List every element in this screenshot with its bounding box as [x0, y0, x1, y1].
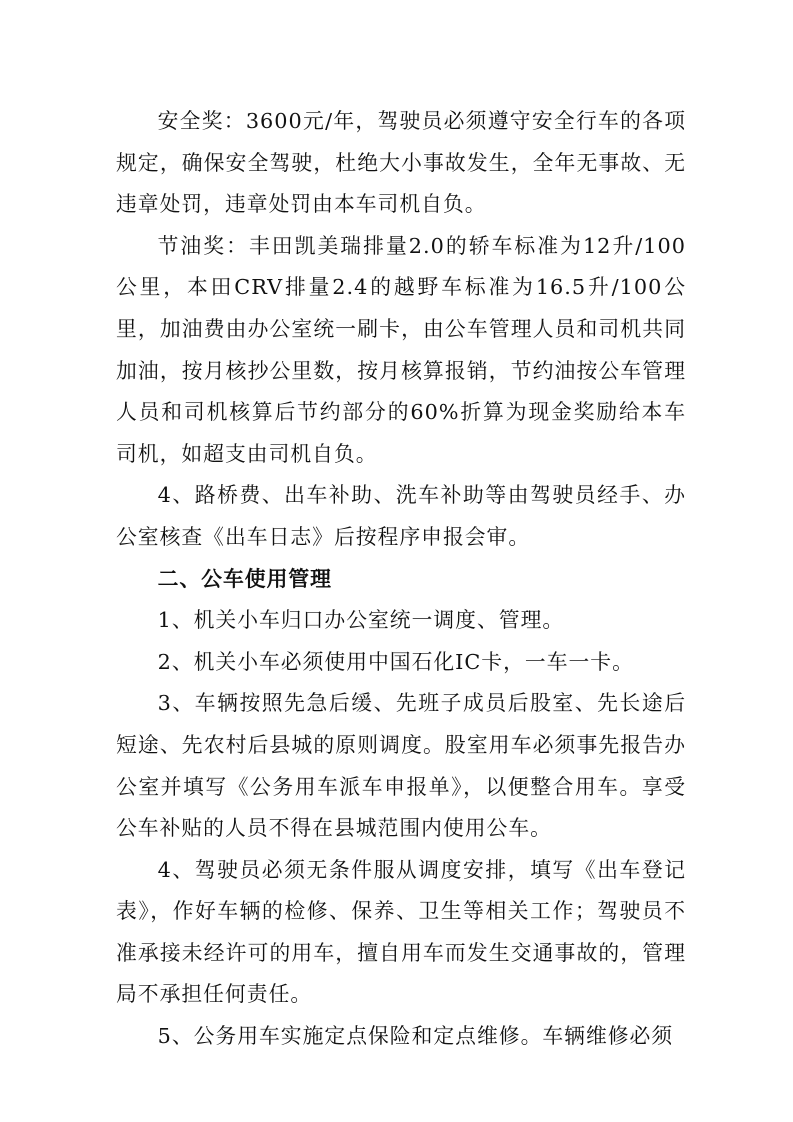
paragraph-item-2: 2、机关小车必须使用中国石化IC卡，一车一卡。	[157, 649, 634, 674]
paragraph-item-5: 5、公务用车实施定点保险和定点维修。车辆维修必须	[157, 1024, 674, 1049]
document-body	[116, 101, 686, 1058]
paragraph-fuel-bonus: 节油奖：丰田凯美瑞排量2.0的轿车标准为12升/100公里，本田CRV排量2.4的越野车标准为16.5升/100公里，加油费由办公室统一刷卡，由公车管理人员和司机共同加油，按月核抄公里数，按月核算报销，节约油按公车管理人员和司机核算后节约部分的60%折算为现金奖励给本车司机，如超支由司机自负。	[116, 233, 686, 466]
section-heading-vehicle-management: 二、公车使用管理	[157, 566, 332, 591]
paragraph-item-4: 4、驾驶员必须无条件服从调度安排，填写《出车登记表》，作好车辆的检修、保养、卫生等相关工作；驾驶员不准承接未经许可的用车，擅自用车而发生交通事故的，管理局不承担任何责任。	[116, 857, 686, 1007]
paragraph-road-fees: 4、路桥费、出车补助、洗车补助等由驾驶员经手、办公室核查《出车日志》后按程序申报会审。	[116, 483, 686, 549]
paragraph-item-1: 1、机关小车归口办公室统一调度、管理。	[157, 608, 565, 633]
paragraph-item-3: 3、车辆按照先急后缓、先班子成员后股室、先长途后短途、先农村后县城的原则调度。股室用车必须事先报告办公室并填写《公务用车派车申报单》，以便整合用车。享受公车补贴的人员不得在县城范围内使用公车。	[116, 691, 686, 841]
paragraph-safety-bonus: 安全奖：3600元/年，驾驶员必须遵守安全行车的各项规定，确保安全驾驶，杜绝大小事故发生，全年无事故、无违章处罚，违章处罚由本车司机自负。	[116, 109, 686, 217]
